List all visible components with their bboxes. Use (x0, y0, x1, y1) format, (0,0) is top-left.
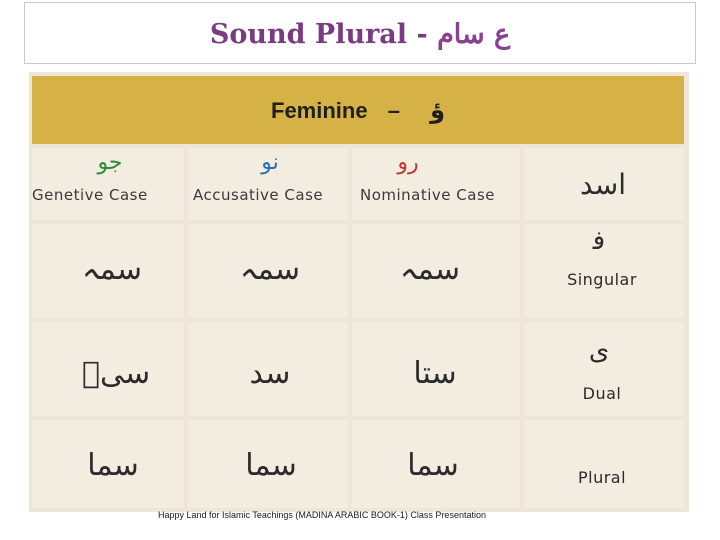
banner-text (32, 96, 684, 124)
dual-genetive-word: سیٖ (82, 356, 151, 391)
dual-nominative-word: ستا (413, 356, 457, 391)
nominative-arabic-header: رو (397, 150, 419, 175)
title-box (24, 2, 696, 64)
genetive-arabic-header: جو (97, 150, 123, 175)
singular-genetive-word: سمہ (82, 252, 143, 287)
plural-label: Plural (577, 468, 627, 487)
singular-accusative-word: سمہ (240, 252, 301, 287)
plural-nominative-word: سما (407, 448, 459, 483)
banner-dash: – (387, 98, 400, 123)
plural-accusative-word: سما (245, 448, 297, 483)
accusative-arabic-header: نو (261, 150, 279, 175)
banner-arabic: ؤ (430, 96, 445, 124)
accusative-case-label: Accusative Case (193, 186, 324, 204)
slide-title (25, 19, 695, 50)
singular-label: Singular (567, 270, 637, 289)
plural-genetive-word: سما (87, 448, 139, 483)
banner-label: Feminine (271, 98, 368, 123)
row3-label-cell (524, 420, 684, 508)
title-english: Sound Plural - (209, 19, 428, 50)
nominative-case-label: Nominative Case (360, 186, 496, 204)
singular-nominative-word: سمہ (400, 252, 461, 287)
dual-marker: ی (588, 336, 610, 366)
title-arabic: ع سام (437, 19, 511, 50)
genetive-case-label: Genetive Case (32, 186, 148, 204)
singular-marker: ﻓ (592, 226, 606, 256)
feminine-banner (32, 76, 684, 144)
dual-accusative-word: سد (249, 356, 291, 391)
dual-label: Dual (582, 384, 622, 403)
footer-caption: Happy Land for Islamic Teachings (MADINA ARABIC BOOK-1) Class Presentation (158, 510, 486, 520)
noun-arabic-header: اسد (580, 168, 626, 201)
